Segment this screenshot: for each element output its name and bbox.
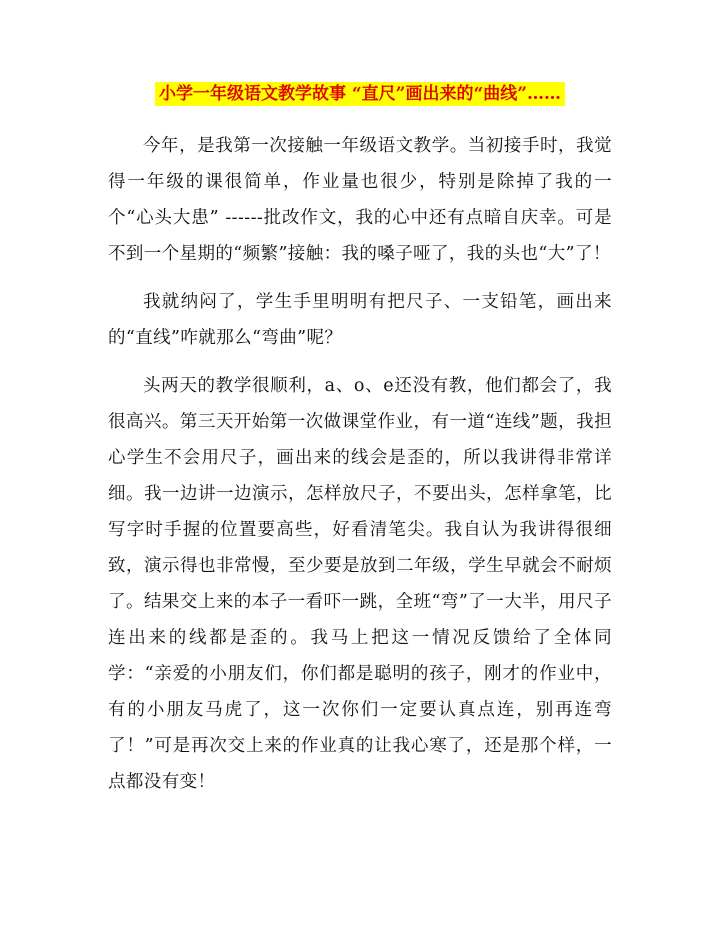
paragraph-2: 我就纳闷了，学生手里明明有把尺子、一支铅笔，画出来的“直线”咋就那么“弯曲”呢？ xyxy=(108,292,612,348)
document-title: 小学一年级语文教学故事 “直尺”画出来的“曲线”…… xyxy=(155,82,565,106)
paragraph-3: 头两天的教学很顺利，a、o、e还没有教，他们都会了，我很高兴。第三天开始第一次做课堂作业，有一道“连线”题，我担心学生不会用尺子，画出来的线会是歪的，所以我讲得非常详细。我一边讲一边演示，怎样放尺子，不要出头，怎样拿笔，比写字时手握的位置要高些，好看清笔尖。我自认为我讲得很细致，演示得也非常慢，至少要是放到二年级，学生早就会不耐烦了。结果交上来的本子一看吓一跳，全班“弯”了一大半，用尺子连出来的线都是歪的。我马上把这一情况反馈给了全体同学：“亲爱的小朋友们，你们都是聪明的孩子，刚才的作业中，有的小朋友马虎了，这一次你们一定要认真点连，别再连弯了！”可是再次交上来的作业真的让我心寒了，还是那个样，一点都没有变！ xyxy=(108,376,612,792)
document-body xyxy=(108,128,612,812)
title-block xyxy=(0,82,720,106)
paragraph-1: 今年，是我第一次接触一年级语文教学。当初接手时，我觉得一年级的课很简单，作业量也很少，特别是除掉了我的一个“心头大患” ------批改作文，我的心中还有点暗自庆幸。可是不到一个星期的“频繁”接触：我的嗓子哑了，我的头也“大”了！ xyxy=(108,136,612,264)
